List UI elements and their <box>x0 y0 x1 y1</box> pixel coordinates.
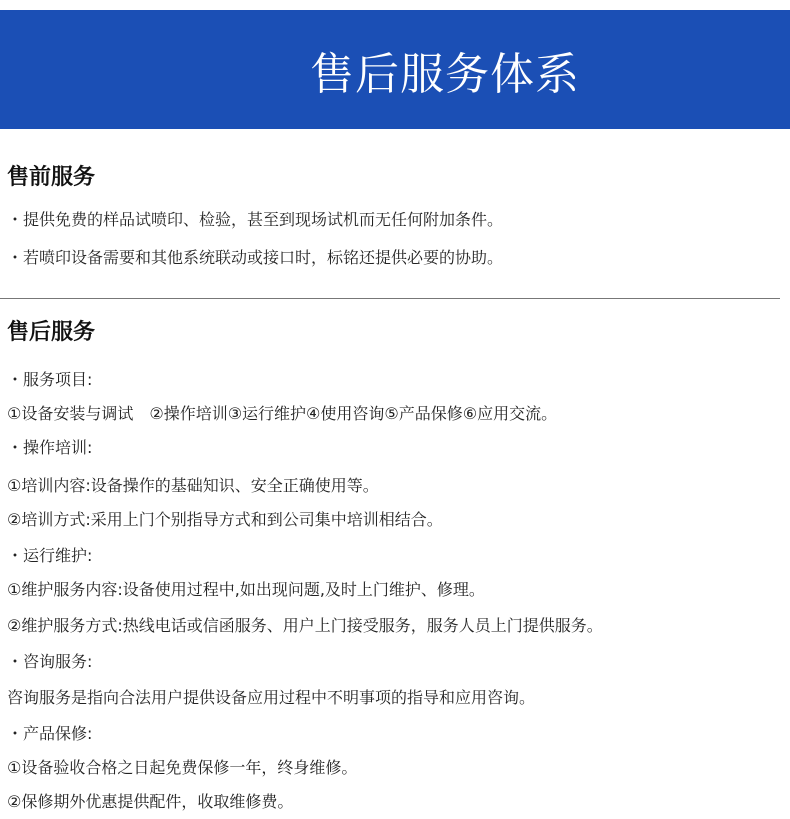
list-item: ・咨询服务: <box>7 652 93 671</box>
pre-sales-item-1: ・提供免费的样品试喷印、检验，甚至到现场试机而无任何附加条件。 <box>7 210 504 229</box>
header-banner <box>0 10 790 129</box>
section-divider <box>0 298 780 299</box>
after-sales-section <box>0 318 780 348</box>
list-item: ②培训方式:采用上门个别指导方式和到公司集中培训相结合。 <box>7 510 443 529</box>
list-item: ・运行维护: <box>7 546 93 565</box>
pre-sales-section <box>0 163 780 193</box>
list-item: ②保修期外优惠提供配件，收取维修费。 <box>7 792 294 811</box>
pre-sales-item-2: ・若喷印设备需要和其他系统联动或接口时，标铭还提供必要的协助。 <box>7 248 504 267</box>
list-item: ・服务项目: <box>7 370 93 389</box>
list-item: ・操作培训: <box>7 438 93 457</box>
list-item: ・产品保修: <box>7 724 93 743</box>
list-item: ①设备安装与调试 ②操作培训③运行维护④使用咨询⑤产品保修⑥应用交流。 <box>7 404 558 423</box>
page-title: 售后服务体系 <box>310 48 580 100</box>
list-item: 咨询服务是指向合法用户提供设备应用过程中不明事项的指导和应用咨询。 <box>7 688 536 707</box>
list-item: ①设备验收合格之日起免费保修一年，终身维修。 <box>7 758 358 777</box>
after-sales-title: 售后服务 <box>7 320 96 345</box>
list-item: ①维护服务内容:设备使用过程中,如出现问题,及时上门维护、修理。 <box>7 580 485 599</box>
pre-sales-title: 售前服务 <box>7 165 96 190</box>
list-item: ①培训内容:设备操作的基础知识、安全正确使用等。 <box>7 476 379 495</box>
list-item: ②维护服务方式:热线电话或信函服务、用户上门接受服务，服务人员上门提供服务。 <box>7 616 603 635</box>
